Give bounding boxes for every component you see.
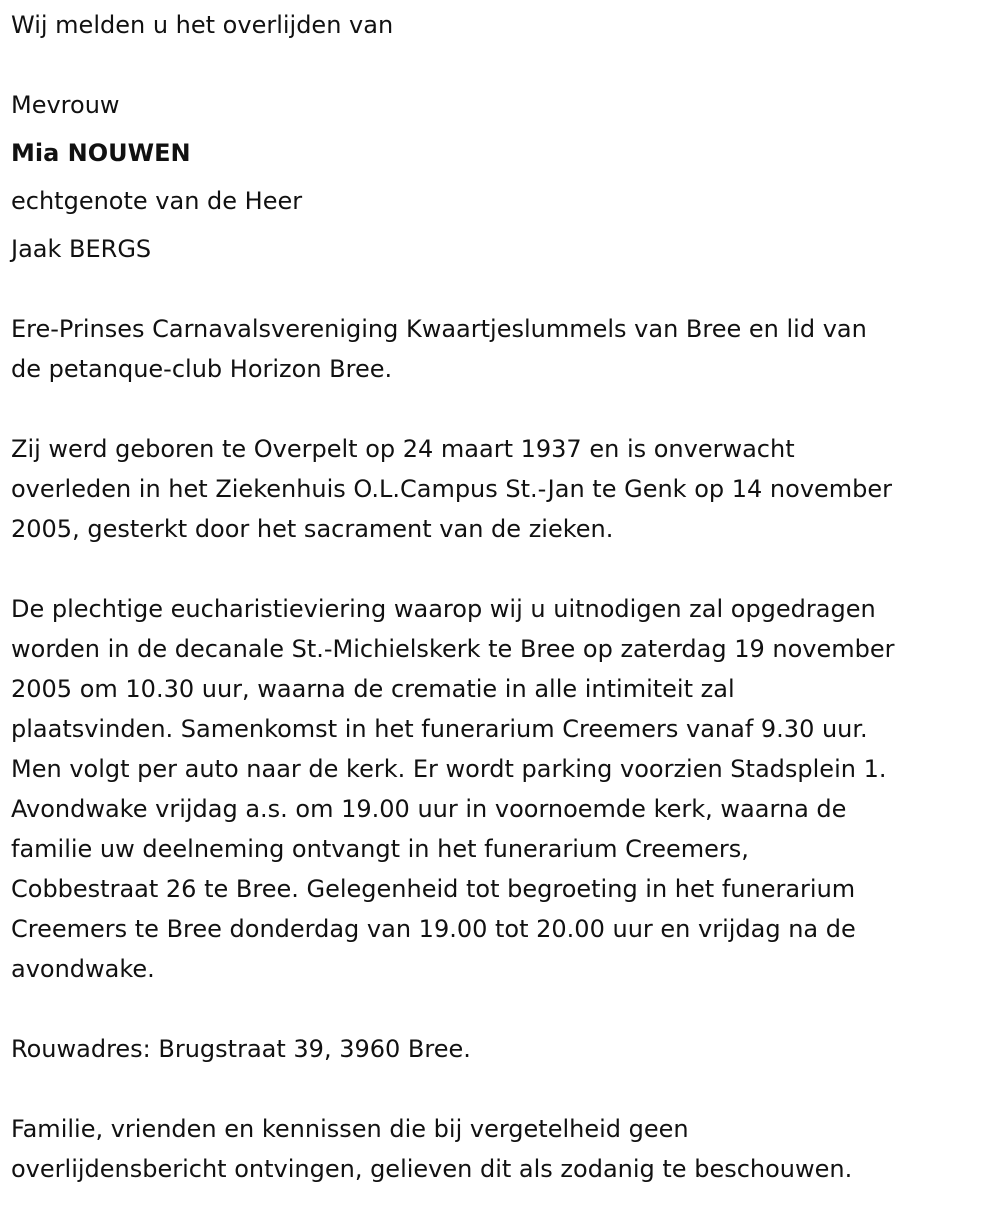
paragraph-closing [11, 1109, 996, 1189]
paragraph-line: Avondwake vrijdag a.s. om 19.00 uur in voornoemde kerk, waarna de [11, 795, 847, 823]
paragraph-line: Men volgt per auto naar de kerk. Er wordt parking voorzien Stadsplein 1. [11, 755, 887, 783]
paragraph-birth-death [11, 429, 996, 549]
paragraph-line: plaatsvinden. Samenkomst in het funerarium Creemers vanaf 9.30 uur. [11, 715, 868, 743]
paragraph-ceremony [11, 589, 996, 989]
spouse-name: Jaak BERGS [11, 235, 152, 263]
paragraph-line: Ere-Prinses Carnavalsvereniging Kwaartjeslummels van Bree en lid van [11, 315, 867, 343]
paragraph-line: worden in de decanale St.-Michielskerk te Bree op zaterdag 19 november [11, 635, 895, 663]
paragraph-line: Zij werd geboren te Overpelt op 24 maart 1937 en is onverwacht [11, 435, 795, 463]
paragraph-line: avondwake. [11, 955, 155, 983]
paragraph-line: overleden in het Ziekenhuis O.L.Campus St.-Jan te Genk op 14 november [11, 475, 893, 503]
paragraph-membership [11, 309, 996, 389]
mourning-address: Rouwadres: Brugstraat 39, 3960 Bree. [11, 1035, 471, 1063]
paragraph-line: familie uw deelneming ontvangt in het funerarium Creemers, [11, 835, 749, 863]
paragraph-line: Cobbestraat 26 te Bree. Gelegenheid tot begroeting in het funerarium [11, 875, 856, 903]
deceased-name: Mia NOUWEN [11, 139, 191, 167]
paragraph-line: Creemers te Bree donderdag van 19.00 tot 20.00 uur en vrijdag na de [11, 915, 856, 943]
salutation: Mevrouw [11, 91, 120, 119]
intro-text: Wij melden u het overlijden van [11, 11, 394, 39]
paragraph-line: 2005 om 10.30 uur, waarna de crematie in alle intimiteit zal [11, 675, 735, 703]
relation-text: echtgenote van de Heer [11, 187, 303, 215]
paragraph-line: Familie, vrienden en kennissen die bij vergetelheid geen [11, 1115, 689, 1143]
paragraph-line: de petanque-club Horizon Bree. [11, 355, 393, 383]
paragraph-line: 2005, gesterkt door het sacrament van de zieken. [11, 515, 614, 543]
paragraph-line: overlijdensbericht ontvingen, gelieven dit als zodanig te beschouwen. [11, 1155, 853, 1183]
paragraph-line: De plechtige eucharistieviering waarop wij u uitnodigen zal opgedragen [11, 595, 876, 623]
